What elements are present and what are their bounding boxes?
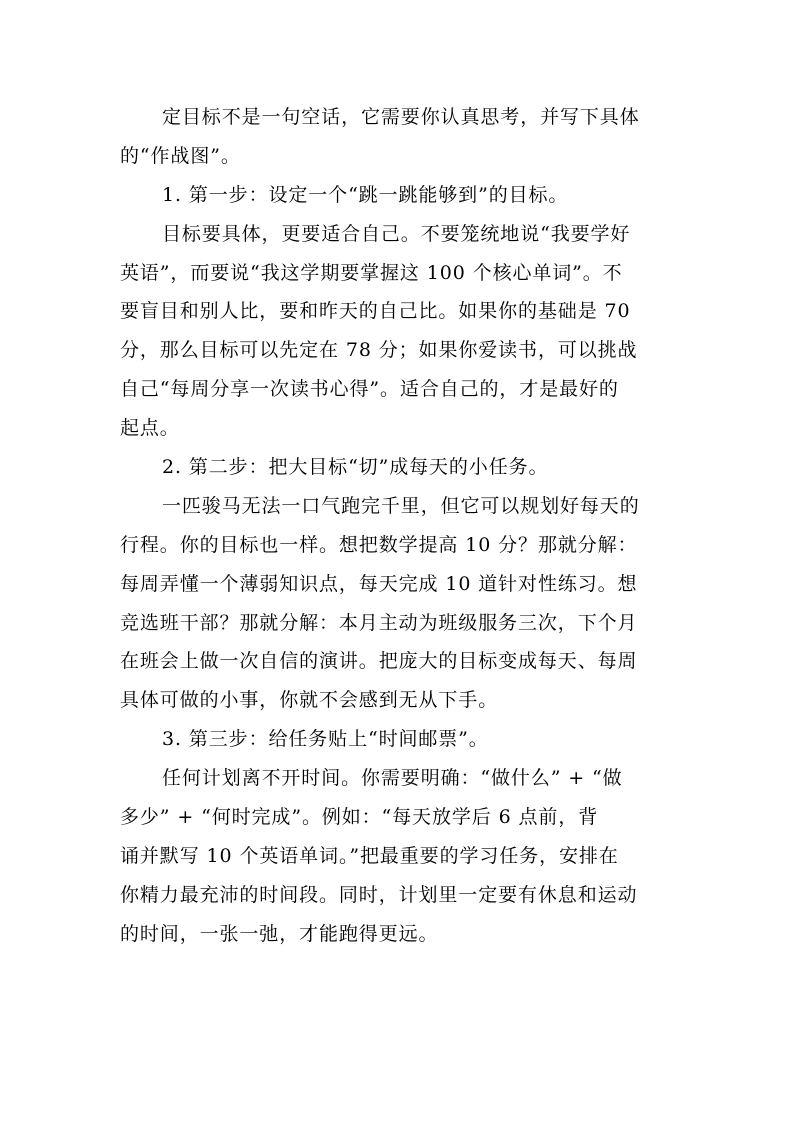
step-1-heading: 1. 第一步：设定一个“跳一跳能够到”的目标。 [162,183,569,206]
step-3-paragraph-line-5: 的时间，一张一弛，才能跑得更远。 [120,922,439,945]
step-1-paragraph-line-1: 目标要具体，更要适合自己。不要笼统地说“我要学好 [162,222,631,245]
step-1-paragraph-line-2: 英语”，而要说“我这学期要掌握这 100 个核心单词”。不 [120,261,623,284]
step-2-paragraph-line-3: 每周弄懂一个薄弱知识点，每天完成 10 道针对性练习。想 [120,572,638,595]
step-3-paragraph-line-2: 多少” + “何时完成”。例如：“每天放学后 6 点前，背 [120,806,599,829]
step-2-paragraph-line-4: 竞选班干部？那就分解：本月主动为班级服务三次，下个月 [120,611,638,634]
step-3-paragraph-line-3: 诵并默写 10 个英语单词。”把最重要的学习任务，安排在 [120,844,619,867]
step-1-paragraph-line-4: 分，那么目标可以先定在 78 分；如果你爱读书，可以挑战 [120,339,638,362]
step-1-paragraph-line-3: 要盲目和别人比，要和昨天的自己比。如果你的基础是 70 [120,300,631,323]
document-body [120,98,672,954]
step-2-paragraph-line-5: 在班会上做一次自信的演讲。把庞大的目标变成每天、每周 [120,650,638,673]
step-3-paragraph-line-1: 任何计划离不开时间。你需要明确：“做什么” + “做 [162,767,623,790]
paragraph-intro-line-1: 定目标不是一句空话，它需要你认真思考，并写下具体 [162,106,640,128]
step-2-heading: 2. 第二步：把大目标“切”成每天的小任务。 [162,456,549,479]
step-2-paragraph-line-1: 一匹骏马无法一口气跑完千里，但它可以规划好每天的 [162,494,640,517]
step-1-paragraph-line-5: 自己“每周分享一次读书心得”。适合自己的，才是最好的 [120,378,619,401]
step-1-paragraph-line-6: 起点。 [120,417,180,440]
step-2-paragraph-line-2: 行程。你的目标也一样。想把数学提高 10 分？那就分解： [120,533,638,556]
step-2-paragraph-line-6: 具体可做的小事，你就不会感到无从下手。 [120,689,499,712]
step-3-heading: 3. 第三步：给任务贴上“时间邮票”。 [162,728,489,751]
step-3-paragraph-line-4: 你精力最充沛的时间段。同时，计划里一定要有休息和运动 [120,883,638,906]
paragraph-intro-line-2: 的“作战图”。 [120,144,241,167]
